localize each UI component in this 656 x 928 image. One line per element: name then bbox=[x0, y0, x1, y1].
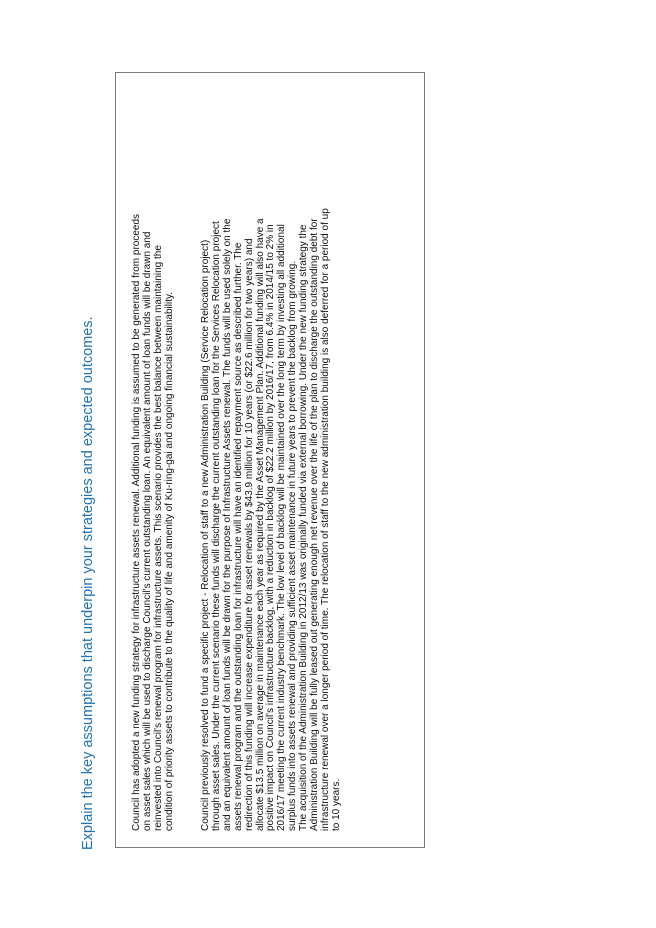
text-line: redirection of this funding will increase expenditure for asset renewals by $43.9 million for 10 years (or $22.6 million for two years) and bbox=[243, 238, 255, 831]
text-line: 2016/17 meeting the current industry benchmark. The low level of backlog will be maintained over the long term by investing all additional bbox=[276, 224, 288, 831]
paragraph-funding-strategy bbox=[132, 79, 176, 831]
text-line: assets renewal program and the outstanding loan for infrastructure will have an identified repayment source as described further. The bbox=[232, 242, 244, 831]
text-line: positive impact on Council's infrastructure backlog, with a reduction in backlog of $22.2 million by 2016/17, from 6.4% in 2014/15 to 2% in bbox=[265, 224, 277, 831]
text-line: reinvested into Council's renewal program for infrastructure assets. This scenario provides the best balance between maintaining the bbox=[152, 245, 164, 831]
text-line: Administration Building will be fully leased out generating enough net revenue over the life of the plan to discharge the outstanding debt for bbox=[309, 218, 321, 831]
text-line: infrastructure renewal over a longer period of time. The relocation of staff to the new administration building is also deferred for a period of up bbox=[319, 208, 331, 831]
answer-box bbox=[115, 72, 425, 848]
text-line: and an equivalent amount of loan funds will be drawn for the purpose of Infrastructure Assets renewal. The funds will be used solely on the bbox=[221, 218, 233, 831]
text-line: The acquisition of the Administration Building in 2012/13 was originally funded via external borrowing. Under the new funding strategy the bbox=[298, 224, 310, 831]
section-heading: Explain the key assumptions that underpin your strategies and expected outcomes. bbox=[80, 316, 96, 850]
text-line: surplus funds into assets renewal and providing sufficient asset maintenance in future years to prevent the backlog from growing. bbox=[287, 260, 299, 831]
text-line: through asset sales. Under the current scenario these funds will discharge the current outstanding loan for the Services Relocation project bbox=[210, 221, 222, 831]
text-line: allocate $13.5 million on average in maintenance each year as required by the Asset Management Plan. Additional funding will also have a bbox=[254, 218, 266, 831]
paragraph-service-relocation bbox=[201, 79, 343, 831]
text-line: condition of priority assets to contribute to the quality of life and amenity of Ku-ring-gai and ongoing financial sustainability. bbox=[163, 291, 175, 831]
text-line: Council has adopted a new funding strategy for infrastructure assets renewal. Additional funding is assumed to be generated from proceeds bbox=[131, 213, 142, 831]
text-line: to 10 years. bbox=[330, 778, 342, 831]
text-line: on asset sales which will be used to discharge Council's current outstanding loan. An equivalent amount of loan funds will be drawn and bbox=[141, 231, 153, 831]
text-line: Council previously resolved to fund a specific project - Relocation of staff to a new Administration Building (Service Relocation project) bbox=[200, 239, 211, 831]
